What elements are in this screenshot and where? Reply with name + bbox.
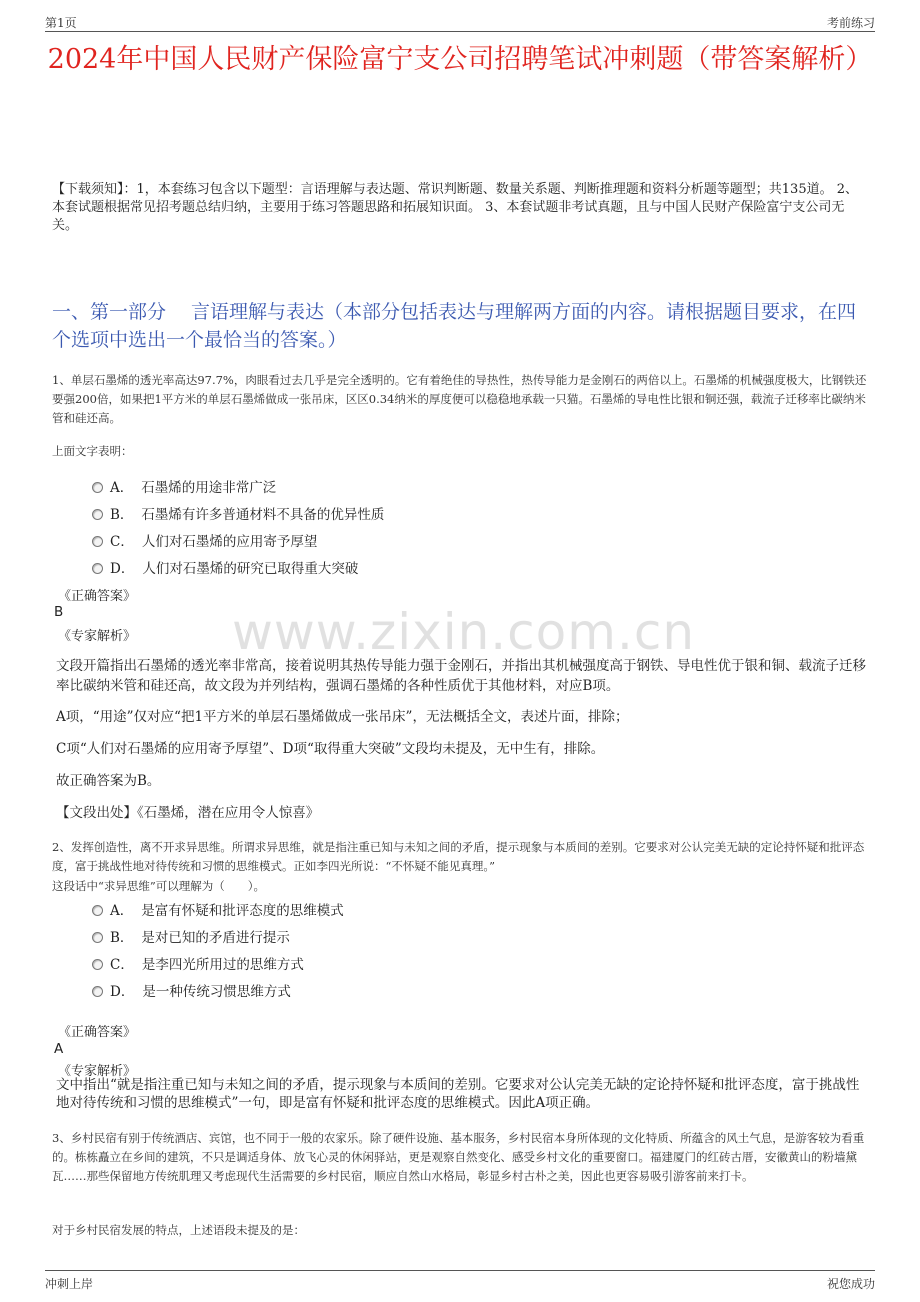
- radio-icon[interactable]: [92, 563, 103, 574]
- question-3-prompt: 对于乡村民宿发展的特点，上述语段未提及的是：: [52, 1223, 305, 1237]
- radio-icon[interactable]: [92, 932, 103, 943]
- radio-icon[interactable]: [92, 482, 103, 493]
- question-2-answer-label: 《正确答案》: [58, 1025, 137, 1040]
- question-1-analysis-label: 《专家解析》: [58, 629, 137, 644]
- radio-icon[interactable]: [92, 509, 103, 520]
- question-1-option-c[interactable]: C． 人们对石墨烯的应用寄予厚望: [92, 530, 317, 550]
- page-header: [45, 12, 875, 32]
- download-notice: 【下载须知】：1，本套练习包含以下题型：言语理解与表达题、常识判断题、数量关系题、判断推理题和资料分析题等题型；共135道。 2、本套试题根据常见招考题总结归纳，主要用于练习答题思路和拓展知识面。 3、本套试题非考试真题，且与中国人民财产保险富宁支公司无关。: [52, 182, 858, 233]
- question-2-analysis-label: 《专家解析》: [58, 1064, 137, 1079]
- question-1-option-b[interactable]: B． 石墨烯有许多普通材料不具备的优异性质: [92, 503, 384, 523]
- question-1-analysis-paragraph: A项，“用途”仅对应“把1平方米的单层石墨烯做成一张吊床”，无法概括全文，表述片面，排除；: [56, 709, 629, 725]
- radio-icon[interactable]: [92, 905, 103, 916]
- watermark: www.zixin.com.cn: [232, 603, 696, 661]
- question-2-option-b[interactable]: B． 是对已知的矛盾进行提示: [92, 926, 290, 946]
- question-1-text: 1、单层石墨烯的透光率高达97.7%，肉眼看过去几乎是完全透明的。它有着绝佳的导热性，热传导能力是金刚石的两倍以上。石墨烯的机械强度极大，比钢铁还要强200倍，如果把1平方米的单层石墨烯做成一张吊床，区区0.34纳米的厚度便可以稳稳地承载一只猫。石墨烯的导电性比银和铜还强，载流子迁移率比碳纳米管和硅还高。: [52, 373, 867, 425]
- question-1-option-d[interactable]: D． 人们对石墨烯的研究已取得重大突破: [92, 557, 358, 577]
- document-title: 2024年中国人民财产保险富宁支公司招聘笔试冲刺题（带答案解析）: [47, 44, 873, 75]
- question-2-option-d[interactable]: D． 是一种传统习惯思维方式: [92, 980, 291, 1000]
- question-2-prompt: 这段话中“求异思维”可以理解为（ ）。: [52, 879, 266, 893]
- question-1-prompt: 上面文字表明：: [52, 444, 133, 458]
- question-1-analysis-paragraph: 文段开篇指出石墨烯的透光率非常高，接着说明其热传导能力强于金刚石，并指出其机械强度高于钢铁、导电性优于银和铜、载流子迁移率比碳纳米管和硅还高，故文段为并列结构，强调石墨烯的各种性质优于其他材料，对应B项。: [56, 658, 866, 694]
- section-heading: 一、第一部分 言语理解与表达（本部分包括表达与理解两方面的内容。请根据题目要求，在四个选项中选出一个最恰当的答案。）: [52, 301, 857, 351]
- radio-icon[interactable]: [92, 536, 103, 547]
- question-1-analysis-paragraph: 故正确答案为B。: [56, 773, 161, 789]
- question-2-option-a[interactable]: A． 是富有怀疑和批评态度的思维模式: [92, 899, 344, 919]
- question-1-source: 【文段出处】《石墨烯，潜在应用令人惊喜》: [56, 805, 320, 821]
- question-1-option-a[interactable]: A． 石墨烯的用途非常广泛: [92, 476, 276, 496]
- radio-icon[interactable]: [92, 959, 103, 970]
- footer-left-text: 冲刺上岸: [45, 1277, 94, 1291]
- question-1-answer-label: 《正确答案》: [58, 589, 137, 604]
- question-1-answer: B: [54, 604, 64, 620]
- header-label: 考前练习: [826, 16, 875, 30]
- page-number: 第1页: [45, 16, 77, 30]
- radio-icon[interactable]: [92, 986, 103, 997]
- question-1-analysis-paragraph: C项“人们对石墨烯的应用寄予厚望”、D项“取得重大突破”文段均未提及，无中生有，排除。: [56, 741, 605, 757]
- footer-right-text: 祝您成功: [826, 1277, 875, 1291]
- question-3-text: 3、乡村民宿有别于传统酒店、宾馆，也不同于一般的农家乐。除了硬件设施、基本服务，乡村民宿本身所体现的文化特质、所蕴含的风土气息，是游客较为看重的。栋栋矗立在乡间的建筑，不只是调适身体、放飞心灵的休闲驿站，更是观察自然变化、感受乡村文化的重要窗口。福建厦门的红砖古厝，安徽黄山的粉墙黛瓦……那些保留地方传统肌理又考虑现代生活需要的乡村民宿，顺应自然山水格局，彰显乡村古朴之美，因此也更容易吸引游客前来打卡。: [52, 1131, 865, 1183]
- question-2-text: 2、发挥创造性，离不开求异思维。所谓求异思维，就是指注重已知与未知之间的矛盾，提示现象与本质间的差别。它要求对公认完美无缺的定论持怀疑和批评态度，富于挑战性地对待传统和习惯的思维模式。正如李四光所说：“不怀疑不能见真理。”: [52, 840, 865, 873]
- question-2-analysis: 文中指出“就是指注重已知与未知之间的矛盾，提示现象与本质间的差别。它要求对公认完美无缺的定论持怀疑和批评态度，富于挑战性地对待传统和习惯的思维模式”一句，即是富有怀疑和批评态度的思维模式。因此A项正确。: [56, 1077, 860, 1111]
- page-footer: [45, 1270, 875, 1290]
- question-2-option-c[interactable]: C． 是李四光所用过的思维方式: [92, 953, 304, 973]
- question-2-answer: A: [54, 1041, 64, 1057]
